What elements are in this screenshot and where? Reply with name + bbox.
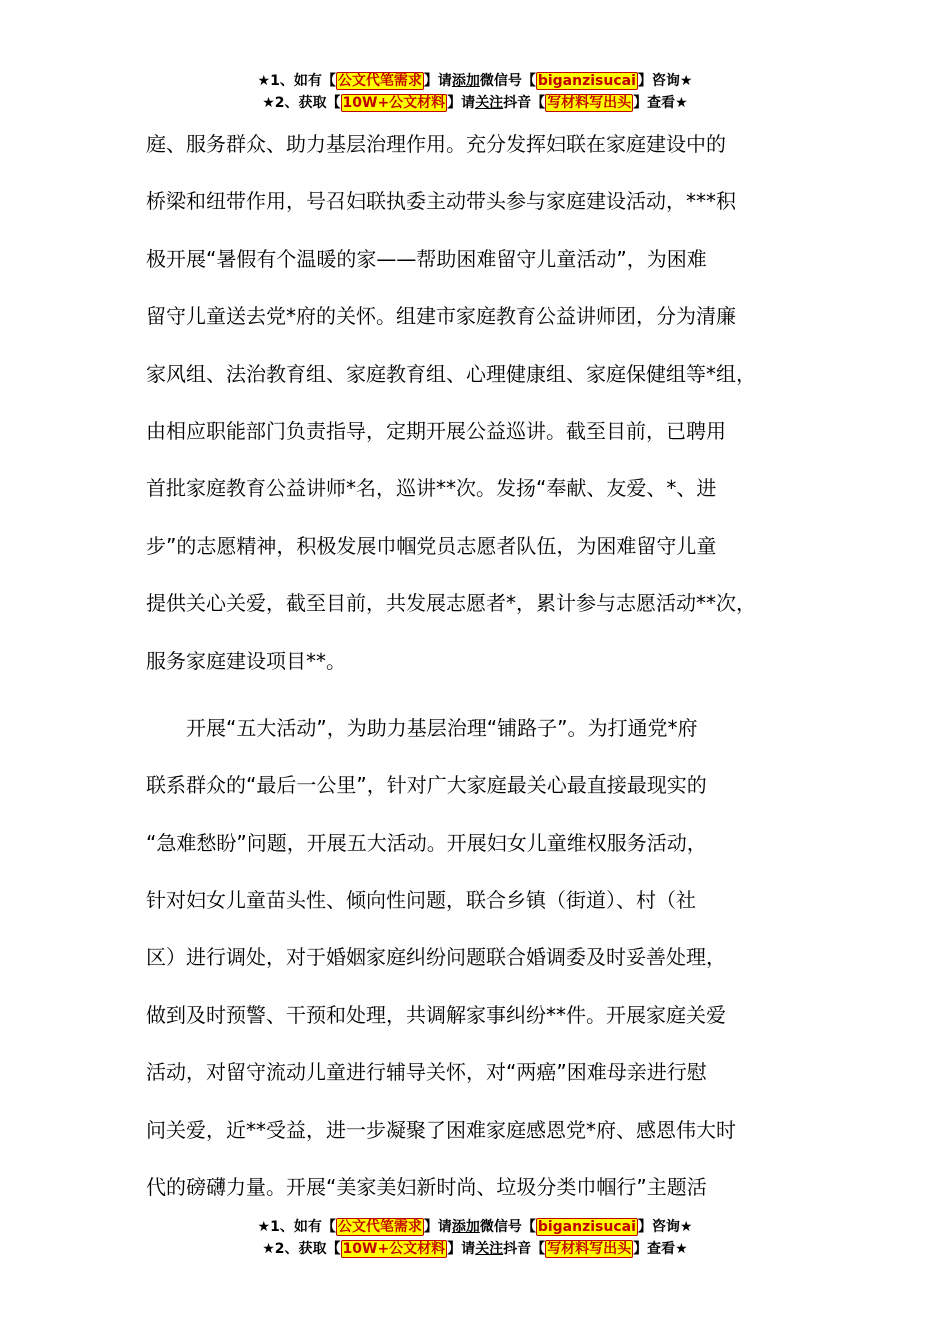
text-line: 做到及时预警、干预和处理，共调解家事纠纷**件。开展家庭关爱 bbox=[146, 1002, 726, 1027]
text-line: 针对妇女儿童苗头性、倾向性问题，联合乡镇（街道）、村（社 bbox=[146, 888, 696, 913]
text-line: 桥梁和纽带作用，号召妇联执委主动带头参与家庭建设活动，***积 bbox=[146, 189, 736, 214]
text-line: 由相应职能部门负责指导，定期开展公益巡讲。截至目前，已聘用 bbox=[146, 418, 726, 443]
douyin-account-tag: 写材料写出头 bbox=[547, 1241, 632, 1257]
paragraph-gap bbox=[146, 693, 846, 703]
wechat-id-tag: biganzisucai bbox=[537, 1219, 636, 1235]
text-line: 区）进行调处，对于婚姻家庭纠纷问题联合婚调委及时妥善处理， bbox=[146, 945, 726, 970]
highlight-tag: 10W+公文材料 bbox=[342, 1241, 446, 1257]
douyin-account-tag: 写材料写出头 bbox=[547, 95, 632, 111]
text-line: 提供关心关爱，截至目前，共发展志愿者*，累计参与志愿活动**次， bbox=[146, 591, 756, 616]
text-line: 步”的志愿精神，积极发展巾帼党员志愿者队伍，为困难留守儿童 bbox=[146, 533, 717, 558]
text-line: 代的磅礴力量。开展“美家美妇新时尚、垃圾分类巾帼行”主题活 bbox=[146, 1175, 707, 1200]
text-line: 服务家庭建设项目**。 bbox=[146, 648, 346, 673]
banner-line-2: ★2、获取【 10W+公文材料 】请关注抖音【 写材料写出头 】查看★ bbox=[262, 1241, 688, 1257]
paragraph-1 bbox=[146, 119, 846, 693]
footer-banner bbox=[0, 1216, 950, 1260]
text-line: 首批家庭教育公益讲师*名，巡讲**次。发扬“奉献、友爱、*、进 bbox=[146, 476, 717, 501]
text-line: 联系群众的“最后一公里”，针对广大家庭最关心最直接最现实的 bbox=[146, 773, 707, 798]
text-line: 留守儿童送去党*府的关怀。组建市家庭教育公益讲师团，分为清廉 bbox=[146, 304, 736, 329]
highlight-tag: 10W+公文材料 bbox=[342, 95, 446, 111]
text-line: 活动，对留守流动儿童进行辅导关怀，对“两癌”困难母亲进行慰 bbox=[146, 1060, 707, 1085]
banner-line-1: ★1、如有【 公文代笔需求 】请添加微信号【 biganzisucai 】咨询★ bbox=[257, 1219, 693, 1235]
paragraph-2 bbox=[146, 703, 846, 1220]
text-line: “急难愁盼”问题，开展五大活动。开展妇女儿童维权服务活动， bbox=[146, 830, 707, 855]
text-line: 极开展“暑假有个温暖的家——帮助困难留守儿童活动”，为困难 bbox=[146, 246, 707, 271]
text-line: 家风组、法治教育组、家庭教育组、心理健康组、家庭保健组等*组， bbox=[146, 361, 756, 386]
document-body bbox=[146, 119, 846, 1219]
banner-line-1: ★1、如有【 公文代笔需求 】请添加微信号【 biganzisucai 】咨询★ bbox=[257, 73, 693, 89]
highlight-tag: 公文代笔需求 bbox=[337, 73, 422, 89]
text-line: 开展“五大活动”，为助力基层治理“铺路子”。为打通党*府 bbox=[146, 715, 698, 740]
text-line: 问关爱，近**受益，进一步凝聚了困难家庭感恩党*府、感恩伟大时 bbox=[146, 1117, 736, 1142]
banner-line-2: ★2、获取【 10W+公文材料 】请关注抖音【 写材料写出头 】查看★ bbox=[262, 95, 688, 111]
text-line: 庭、服务群众、助力基层治理作用。充分发挥妇联在家庭建设中的 bbox=[146, 132, 726, 156]
wechat-id-tag: biganzisucai bbox=[537, 73, 636, 89]
highlight-tag: 公文代笔需求 bbox=[337, 1219, 422, 1235]
header-banner bbox=[0, 70, 950, 114]
